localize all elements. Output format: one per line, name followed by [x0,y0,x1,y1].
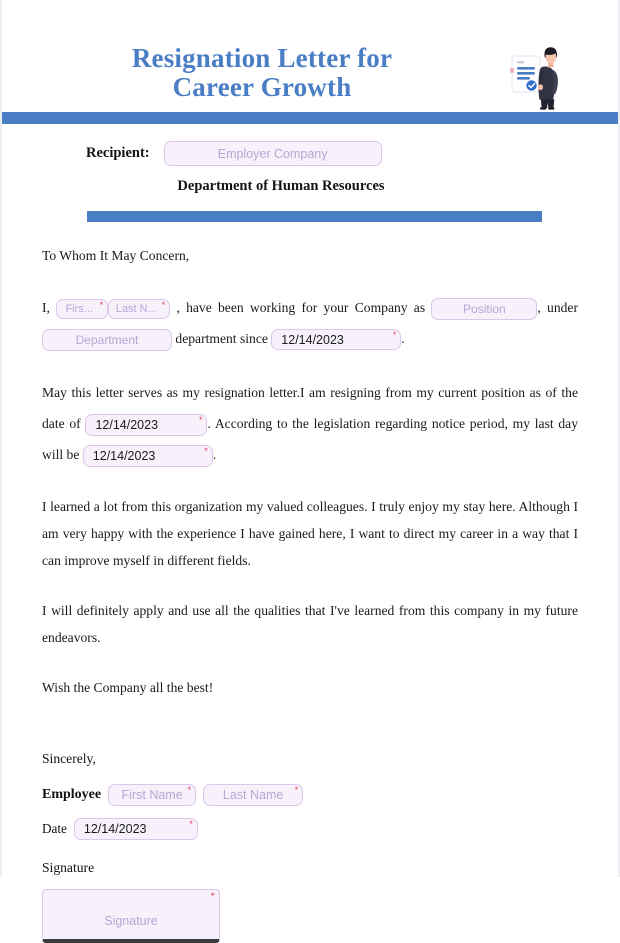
salutation: To Whom It May Concern, [42,248,190,263]
signature-date-value: 12/14/2023 [83,821,147,836]
start-date-field[interactable] [271,329,401,350]
department-placeholder: Department [75,332,139,347]
intro-mid-2: , under [537,300,578,315]
employee-last-name-placeholder: Last Name [222,787,284,802]
recipient-row [86,124,618,166]
employer-company-placeholder: Employer Company [217,147,328,161]
required-asterisk: * [161,299,166,310]
section-divider-bar [87,211,542,222]
last-name-short-field[interactable] [108,299,170,319]
date-label: Date [42,821,67,836]
resignation-date-value: 12/14/2023 [95,417,159,432]
signature-block [2,745,618,943]
intro-prefix: I, [42,300,50,315]
title-line-1: Resignation Letter for [131,43,393,73]
intro-mid-1: , have been working for your Company as [176,300,426,315]
document-header [2,0,618,112]
resignation-text-c: . [212,447,217,462]
resignation-paragraph [42,377,578,470]
letter-body [2,242,618,701]
businessman-document-icon [498,40,576,112]
required-asterisk: * [198,414,203,425]
required-asterisk: * [210,891,215,901]
employee-last-name-field[interactable] [203,784,303,806]
required-asterisk: * [204,445,208,456]
signature-placeholder: Signature [104,914,158,928]
signature-pad[interactable] [42,889,220,943]
position-field[interactable] [431,298,537,320]
first-name-short-field[interactable] [56,299,108,319]
required-asterisk: * [189,818,193,829]
required-asterisk: * [392,330,397,341]
title-line-2: Career Growth [172,72,352,102]
required-asterisk: * [187,784,192,795]
last-day-date-value: 12/14/2023 [92,448,156,463]
signature-date-row [42,815,578,842]
gratitude-paragraph: I learned a lot from this organization my valued colleagues. I truly enjoy my stay here. Although I am very happy with the experience I have gained here, I want to direct my career in a way that I can improve myself in different fields. [42,499,578,568]
intro-end: . [401,331,405,346]
signature-label: Signature [42,860,95,875]
intro-paragraph [42,292,578,354]
employer-company-field[interactable] [164,141,382,166]
wish-paragraph: Wish the Company all the best! [42,680,214,695]
employee-label: Employee [42,787,102,802]
position-placeholder: Position [463,301,506,316]
page-title [2,44,522,102]
employee-first-name-field[interactable] [108,784,196,806]
start-date-value: 12/14/2023 [281,333,344,348]
header-accent-bar [2,112,618,124]
recipient-label: Recipient: [86,145,150,161]
future-paragraph: I will definitely apply and use all the qualities that I've learned from this company in my future endeavors. [42,603,578,645]
resignation-text-b: . According to the legislation regarding notice period, my last day will be [42,416,579,462]
required-asterisk: * [294,784,299,795]
closing-salutation: Sincerely, [42,751,96,766]
resignation-date-field[interactable] [85,414,207,436]
resignation-text-a: May this letter serves as my resignation letter.I am resigning from my current position as of the date of [42,385,578,431]
intro-mid-3: department since [175,331,268,346]
required-asterisk: * [99,299,104,310]
last-day-date-field[interactable] [83,445,213,467]
employee-name-row [42,781,578,808]
department-heading: Department of Human Resources [177,178,385,194]
department-field[interactable] [42,329,172,351]
signature-date-field[interactable] [74,818,198,840]
last-name-short-placeholder: Last N... [115,302,157,315]
employee-first-name-placeholder: First Name [121,787,183,802]
first-name-short-placeholder: Firs... [65,302,93,315]
